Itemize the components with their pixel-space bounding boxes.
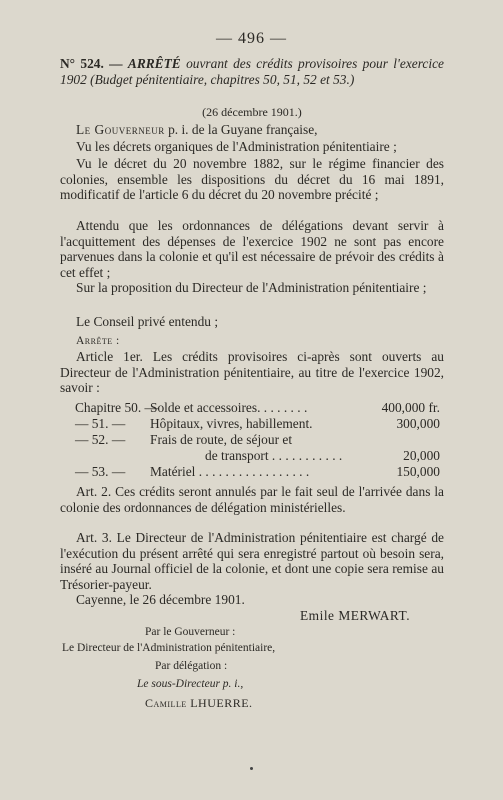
chapter-row bbox=[75, 448, 440, 464]
par-gouverneur: Par le Gouverneur : bbox=[145, 626, 236, 638]
chapter-number: Chapitre 50. — bbox=[75, 400, 158, 415]
visa-1: Vu les décrets organiques de l'Administration pénitentiaire ; bbox=[76, 139, 397, 154]
page-number: — 496 — bbox=[216, 30, 287, 47]
chapter-description: Hôpitaux, vivres, habillement. bbox=[150, 416, 313, 431]
conseil-paragraph: Le Conseil privé entendu ; bbox=[76, 314, 219, 329]
page-mark bbox=[250, 767, 253, 770]
article-1: Article 1er. Les crédits provisoires ci-après sont ouverts au Directeur de l'Administration pénitentiaire, au titre de l'exercice 1902, savoir : bbox=[60, 349, 444, 396]
gouverneur-rest: p. i. de la Guyane française, bbox=[168, 122, 318, 137]
chapter-number: — 52. — bbox=[75, 432, 126, 447]
gouverneur-label: Le Gouverneur bbox=[76, 122, 165, 137]
chapter-number: — 53. — bbox=[75, 464, 126, 479]
place-date: Cayenne, le 26 décembre 1901. bbox=[76, 592, 245, 607]
article-2: Art. 2. Ces crédits seront annulés par le fait seul de l'arrivée dans la colonie des ordonnances de délégation ministérielles. bbox=[60, 484, 444, 515]
decree-title: ARRÊTÉ bbox=[127, 56, 181, 71]
chapter-amount: 400,000 fr. bbox=[381, 400, 440, 415]
visa-2: Vu le décret du 20 novembre 1882, sur le régime financier des colonies, ensemble les dispositions du décret du 16 mai 1891, modificatif de l'article 6 du décret du 20 novembre précité ; bbox=[60, 156, 444, 203]
document-heading bbox=[60, 56, 444, 87]
attendu-paragraph: Attendu que les ordonnances de délégations devant servir à l'acquittement des dépenses de l'exercice 1902 ne sont pas encore parvenues dans la colonie et qu'il est nécessaire de prévoir des crédits à cet effet ; bbox=[60, 218, 444, 280]
par-delegation: Par délégation : bbox=[155, 660, 228, 672]
chapter-description: Solde et accessoires. . . . . . . . bbox=[150, 400, 308, 415]
chapter-number bbox=[75, 448, 205, 464]
arrete-label: Arrête : bbox=[76, 335, 120, 347]
article-3: Art. 3. Le Directeur de l'Administration pénitentiaire est chargé de l'exécution du présent arrêté qui sera enregistré partout où besoin sera, inséré au Journal officiel de la colonie, et dont une copie sera remise au Trésorier-payeur. bbox=[60, 530, 444, 592]
chapter-description: de transport . . . . . . . . . . . bbox=[205, 448, 343, 463]
chapter-row bbox=[75, 464, 440, 480]
chapter-amount: 20,000 bbox=[403, 448, 440, 463]
chapter-amount: 300,000 bbox=[396, 416, 440, 431]
proposition-paragraph: Sur la proposition du Directeur de l'Administration pénitentiaire ; bbox=[76, 280, 427, 295]
chapter-description: Matériel . . . . . . . . . . . . . . . . . bbox=[150, 464, 310, 479]
decree-subject: ouvrant des crédits provisoires pour l'exercice 1902 (Budget pénitentiaire, chapitres 50, 51, 52 et 53.) bbox=[60, 56, 444, 87]
chapter-description: Frais de route, de séjour et bbox=[150, 432, 293, 447]
sous-directeur-title: Le sous-Directeur p. i., bbox=[137, 678, 244, 690]
chapter-row bbox=[75, 416, 440, 432]
chapter-number: — 51. — bbox=[75, 416, 126, 431]
chapter-row bbox=[75, 432, 440, 448]
chapter-amount: 150,000 bbox=[396, 464, 440, 479]
directeur-title: Le Directeur de l'Administration pénitentiaire, bbox=[62, 642, 276, 654]
signatory-name: Emile MERWART. bbox=[300, 608, 411, 623]
countersign-name: Camille LHUERRE. bbox=[145, 696, 253, 710]
gouverneur-line bbox=[60, 122, 444, 138]
decree-number: N° 524. — bbox=[60, 56, 123, 71]
decree-date: (26 décembre 1901.) bbox=[202, 105, 302, 119]
chapter-amount bbox=[370, 432, 440, 448]
chapter-row bbox=[75, 400, 440, 416]
